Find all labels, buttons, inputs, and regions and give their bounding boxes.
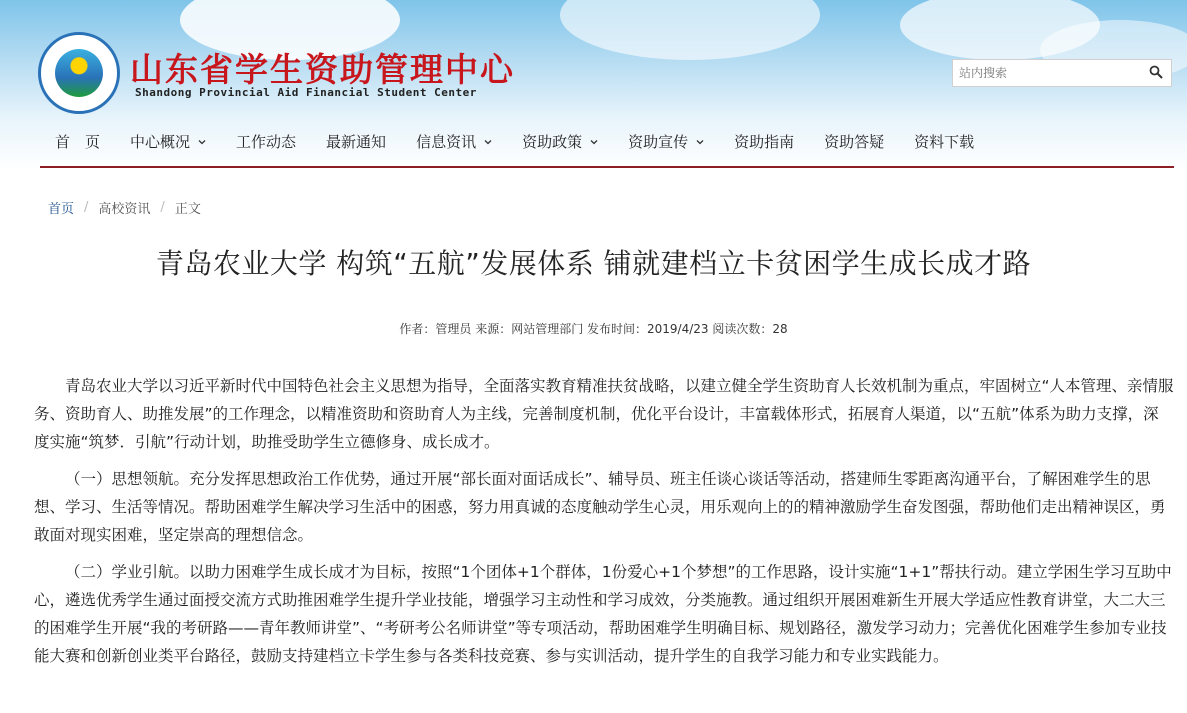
nav-item-home[interactable] <box>40 120 115 164</box>
nav-label: 资料下载 <box>914 133 975 151</box>
chevron-down-icon <box>590 138 598 146</box>
nav-label: 工作动态 <box>236 133 297 151</box>
search-icon[interactable] <box>1149 65 1163 79</box>
search-box[interactable] <box>952 59 1172 87</box>
site-header <box>0 0 1187 170</box>
article-paragraph: （二）学业引航。以助力困难学生成长成才为目标，按照“1个团体+1个群体，1份爱心+1个梦想”的工作思路，设计实施“1+1”帮扶行动。建立学困生学习互助中心，遴选优秀学生通过面授交流方式助推困难学生提升学业技能，增强学习主动性和学习成效，分类施教。通过组织开展困难新生开展大学适应性教育讲堂，大二大三的困难学生开展“我的考研路——青年教师讲堂”、“考研考公名师讲堂”等专项活动，帮助困难学生明确目标、规划路径，激发学习动力；完善优化困难学生参加专业技能大赛和创新创业类平台路径，鼓励支持建档立卡学生参与各类科技竞赛、参与实训活动，提升学生的自我学习能力和专业实践能力。 <box>34 563 1172 665</box>
breadcrumb <box>48 198 201 217</box>
search-input[interactable] <box>953 60 1145 86</box>
article-title: 青岛农业大学 构筑“五航”发展体系 铺就建档立卡贫困学生成长成才路 <box>155 247 1032 280</box>
nav-item-aid-policy[interactable] <box>507 120 613 164</box>
chevron-down-icon <box>198 138 206 146</box>
emblem-inner <box>55 49 103 97</box>
nav-item-aid-promotion[interactable] <box>613 120 719 164</box>
nav-label: 信息资讯 <box>416 133 477 151</box>
nav-item-aid-guide[interactable] <box>719 120 809 164</box>
student-aid-emblem-icon[interactable] <box>38 32 120 114</box>
nav-label: 首 页 <box>55 133 101 151</box>
nav-label: 最新通知 <box>326 133 387 151</box>
breadcrumb-home-link[interactable]: 首页 <box>48 202 75 217</box>
nav-label: 中心概况 <box>130 133 191 151</box>
nav-label: 资助宣传 <box>628 133 689 151</box>
nav-item-work-news[interactable] <box>221 120 311 164</box>
nav-item-info[interactable] <box>401 120 507 164</box>
nav-item-downloads[interactable] <box>899 120 989 164</box>
nav-item-aid-faq[interactable] <box>809 120 899 164</box>
breadcrumb-separator: / <box>160 200 165 215</box>
nav-label: 资助指南 <box>734 133 795 151</box>
nav-item-center-overview[interactable] <box>115 120 221 164</box>
nav-item-latest-notices[interactable] <box>311 120 401 164</box>
cloud-decoration <box>560 0 820 60</box>
breadcrumb-separator: / <box>84 200 89 215</box>
breadcrumb-current: 正文 <box>174 202 201 217</box>
chevron-down-icon <box>696 138 704 146</box>
nav-label: 资助政策 <box>522 133 583 151</box>
article-paragraph: （一）思想领航。充分发挥思想政治工作优势，通过开展“部长面对面话成长”、辅导员、班主任谈心谈话等活动，搭建师生零距离沟通平台，了解困难学生的思想、学习、生活等情况。帮助困难学生解决学习生活中的困惑，努力用真诚的态度触动学生心灵，用乐观向上的的精神激励学生奋发图强，帮助他们走出精神误区，勇敢面对现实困难，坚定崇高的理想信念。 <box>34 470 1166 544</box>
site-subtitle: Shandong Provincial Aid Financial Student Center <box>135 86 477 99</box>
breadcrumb-section[interactable]: 高校资讯 <box>98 202 151 217</box>
article-meta: 作者：管理员 来源：网站管理部门 发布时间：2019/4/23 阅读次数：28 <box>399 322 788 336</box>
main-nav <box>40 118 1174 168</box>
chevron-down-icon <box>484 138 492 146</box>
nav-label: 资助答疑 <box>824 133 885 151</box>
site-title[interactable]: 山东省学生资助管理中心 <box>130 50 515 89</box>
article-paragraph: 青岛农业大学以习近平新时代中国特色社会主义思想为指导，全面落实教育精准扶贫战略，以建立健全学生资助育人长效机制为重点，牢固树立“人本管理、亲情服务、资助育人、助推发展”的工作理念，以精准资助和资助育人为主线，完善制度机制，优化平台设计，丰富载体形式，拓展育人渠道，以“五航”体系为助力支撑，深度实施“筑梦．引航”行动计划，助推受助学生立德修身、成长成才。 <box>34 377 1174 451</box>
article-body <box>34 372 1174 679</box>
